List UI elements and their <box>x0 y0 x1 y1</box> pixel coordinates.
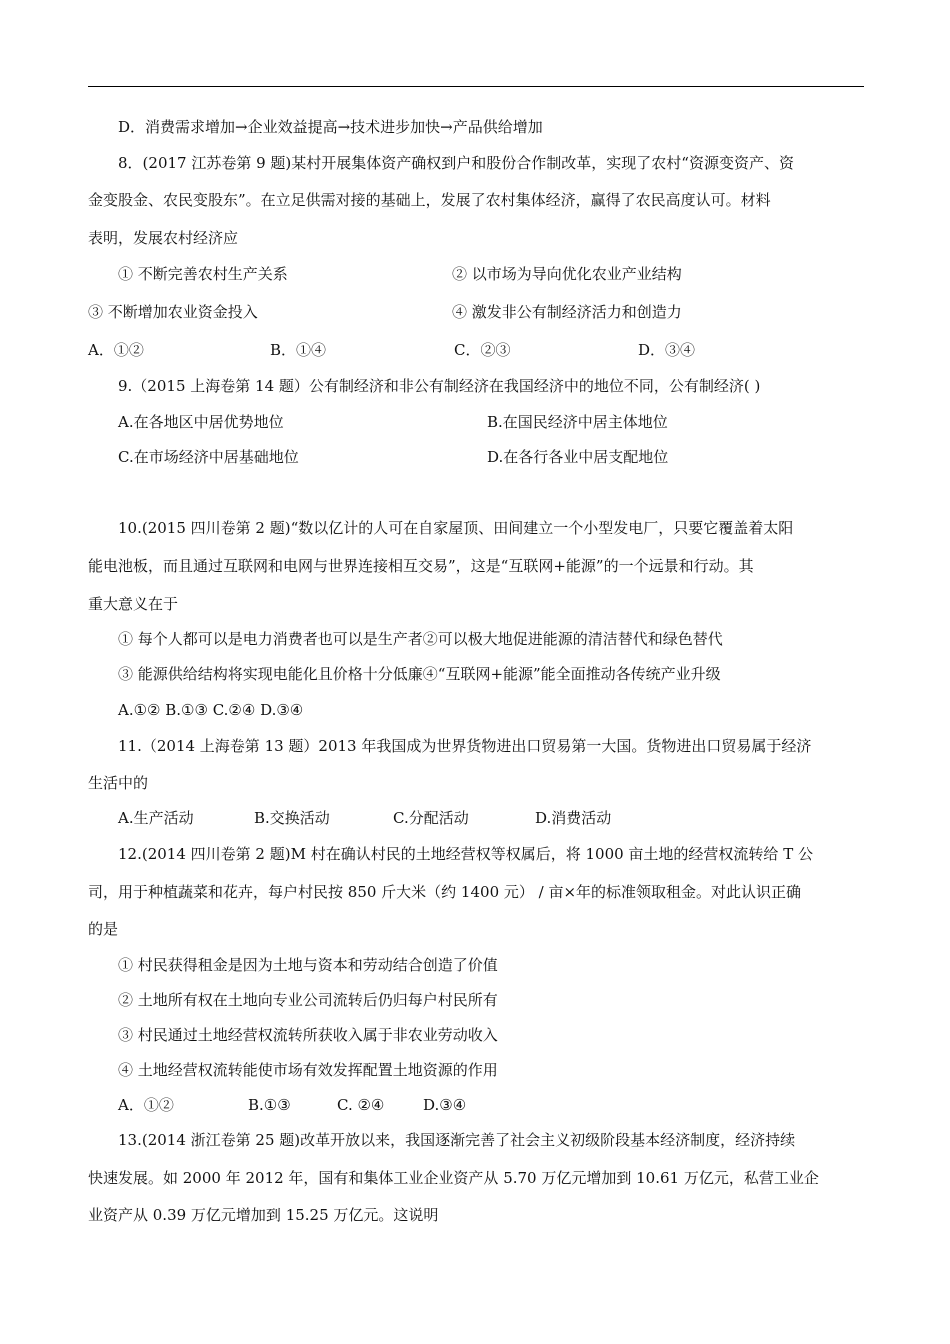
q10-stem-line-3: 重大意义在于 <box>88 595 179 613</box>
q10-options: A.①② B.①③ C.②④ D.③④ <box>118 701 304 719</box>
q12-option-d: D.③④ <box>423 1096 467 1114</box>
q13-stem-line-2: 快速发展。如 2000 年 2012 年，国有和集体工业企业资产从 5.70 万亿元增加到 10.61 万亿元，私营工业企 <box>88 1169 819 1187</box>
q10-stem-line-1: 10.(2015 四川卷第 2 题)“数以亿计的人可在自家屋顶、田间建立一个小型发电厂，只要它覆盖着太阳 <box>118 519 794 537</box>
q8-option-b: B．①④ <box>270 341 327 359</box>
q9-option-d: D.在各行各业中居支配地位 <box>487 448 669 466</box>
q12-stem-line-3: 的是 <box>88 920 119 938</box>
q11-stem-line-2: 生活中的 <box>88 774 149 792</box>
q8-item-4: ④ 激发非公有制经济活力和创造力 <box>452 303 682 321</box>
q10-items-3-4: ③ 能源供给结构将实现电能化且价格十分低廉④“互联网+能源”能全面推动各传统产业升级 <box>118 665 721 683</box>
q8-stem-line-3: 表明，发展农村经济应 <box>88 229 239 247</box>
q12-option-c: C. ②④ <box>337 1096 385 1114</box>
q13-stem-line-1: 13.(2014 浙江卷第 25 题)改革开放以来，我国逐渐完善了社会主义初级阶段基本经济制度，经济持续 <box>118 1131 796 1149</box>
q9-option-c: C.在市场经济中居基础地位 <box>118 448 299 466</box>
q10-items-1-2: ① 每个人都可以是电力消费者也可以是生产者②可以极大地促进能源的清洁替代和绿色替代 <box>118 630 723 648</box>
q12-option-b: B.①③ <box>248 1096 291 1114</box>
q12-item-1: ① 村民获得租金是因为土地与资本和劳动结合创造了价值 <box>118 956 498 974</box>
q11-option-c: C.分配活动 <box>393 809 469 827</box>
q12-item-2: ② 土地所有权在土地向专业公司流转后仍归每户村民所有 <box>118 991 498 1009</box>
q9-option-a: A.在各地区中居优势地位 <box>118 413 284 431</box>
q8-stem-line-1: 8．(2017 江苏卷第 9 题)某村开展集体资产确权到户和股份合作制改革，实现了农村“资源变资产、资 <box>118 154 794 172</box>
q12-stem-line-1: 12.(2014 四川卷第 2 题)M 村在确认村民的土地经营权等权属后，将 1000 亩土地的经营权流转给 T 公 <box>118 845 813 863</box>
q8-item-2: ② 以市场为导向优化农业产业结构 <box>452 265 682 283</box>
q10-stem-line-2: 能电池板，而且通过互联网和电网与世界连接相互交易”，这是“互联网+能源”的一个远景和行动。其 <box>88 557 754 575</box>
header-rule <box>88 86 864 87</box>
q12-option-a: A．①② <box>118 1096 174 1114</box>
q11-option-d: D.消费活动 <box>535 809 612 827</box>
q11-stem-line-1: 11.（2014 上海卷第 13 题）2013 年我国成为世界货物进出口贸易第一大国。货物进出口贸易属于经济 <box>118 737 812 755</box>
q11-option-b: B.交换活动 <box>254 809 330 827</box>
q13-stem-line-3: 业资产从 0.39 万亿元增加到 15.25 万亿元。这说明 <box>88 1206 439 1224</box>
q9-option-b: B.在国民经济中居主体地位 <box>487 413 668 431</box>
q8-option-c: C．②③ <box>454 341 511 359</box>
q8-stem-line-2: 金变股金、农民变股东”。在立足供需对接的基础上，发展了农村集体经济，赢得了农民高度认可。材料 <box>88 191 771 209</box>
q7-option-d: D．消费需求增加→企业效益提高→技术进步加快→产品供给增加 <box>118 118 543 136</box>
q8-item-1: ① 不断完善农村生产关系 <box>118 265 288 283</box>
q12-item-4: ④ 土地经营权流转能使市场有效发挥配置土地资源的作用 <box>118 1061 498 1079</box>
q11-option-a: A.生产活动 <box>118 809 194 827</box>
q8-option-d: D．③④ <box>638 341 696 359</box>
q12-item-3: ③ 村民通过土地经营权流转所获收入属于非农业劳动收入 <box>118 1026 498 1044</box>
q8-option-a: A．①② <box>88 341 144 359</box>
q8-item-3: ③ 不断增加农业资金投入 <box>88 303 258 321</box>
q9-stem: 9.（2015 上海卷第 14 题）公有制经济和非公有制经济在我国经济中的地位不同，公有制经济( ) <box>118 377 761 395</box>
q12-stem-line-2: 司，用于种植蔬菜和花卉，每户村民按 850 斤大米（约 1400 元） / 亩×年的标准领取租金。对此认识正确 <box>88 883 802 901</box>
